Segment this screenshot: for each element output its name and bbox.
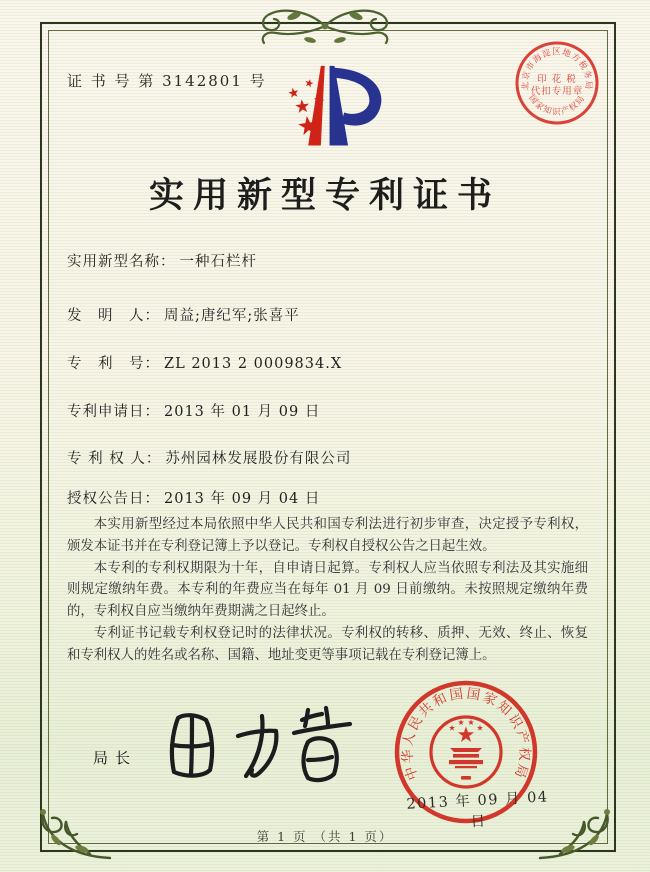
field-label: 实用新型名称：	[67, 254, 176, 270]
field-value: 苏州园林发展股份有限公司	[165, 451, 352, 467]
legal-text-block	[67, 514, 588, 667]
field-patent-number	[67, 352, 342, 373]
field-label: 发 明 人：	[67, 308, 160, 324]
certificate-number: 证 书 号 第 3142801 号	[67, 72, 267, 90]
legal-paragraph-3: 专利证书记载专利权登记时的法律状况。专利权的转移、质押、无效、终止、恢复和专利权人的姓名或名称、国籍、地址变更等事项记载在专利登记簿上。	[67, 625, 588, 663]
tax-stamp-arc-top: 北京市海淀区地方税务局	[519, 46, 595, 91]
national-emblem-icon	[431, 717, 501, 787]
field-label: 专利申请日：	[67, 404, 160, 420]
tax-stamp-center-line1: 印 花 税	[537, 74, 577, 85]
field-application-date	[67, 400, 320, 421]
field-utility-model-name	[67, 250, 257, 271]
field-value: 周益;唐纪军;张喜平	[164, 308, 300, 324]
field-inventors	[67, 304, 300, 325]
field-value: 2013 年 01 月 09 日	[164, 404, 321, 420]
signer-title: 局长	[93, 749, 138, 767]
certificate-title: 实用新型专利证书	[148, 175, 501, 216]
top-border-ornament-icon	[220, 2, 430, 52]
seal-date: 2013 年 09 月 04 日	[406, 789, 549, 831]
legal-paragraph-2: 本专利的专利权期限为十年，自申请日起算。专利权人应当依照专利法及其实施细则规定缴纳年费。本专利的年费应当在每年 01 月 09 日前缴纳。未按照规定缴纳年费的，专利权自应当缴纳年费期满之日起终止。	[67, 560, 588, 620]
field-grant-publication-date	[67, 487, 320, 508]
field-label: 专 利 号：	[67, 356, 160, 372]
tax-stamp-arc-bottom: 国家知识产权局	[527, 92, 587, 117]
legal-paragraph-1: 本实用新型经过本局依照中华人民共和国专利法进行初步审查，决定授予专利权，颁发本证书并在专利登记簿上予以登记。专利权自授权公告之日起生效。	[67, 517, 588, 554]
director-signature	[150, 700, 360, 795]
seal-ring-text: 中华人民共和国国家知识产权局	[399, 685, 533, 783]
field-label: 授权公告日：	[67, 491, 160, 507]
field-value: 2013 年 09 月 04 日	[164, 491, 321, 507]
cnipa-logo-icon	[276, 60, 388, 162]
field-value: 一种石栏杆	[179, 254, 257, 270]
tax-stamp-center-line2: 代扣专用章	[530, 86, 584, 97]
field-value: ZL 2013 2 0009834.X	[164, 356, 343, 372]
page-number-footer: 第 1 页 （共 1 页）	[256, 829, 394, 844]
tax-stamp-seal	[512, 38, 602, 128]
field-label: 专 利 权 人：	[67, 451, 162, 467]
field-patentee	[67, 447, 351, 468]
